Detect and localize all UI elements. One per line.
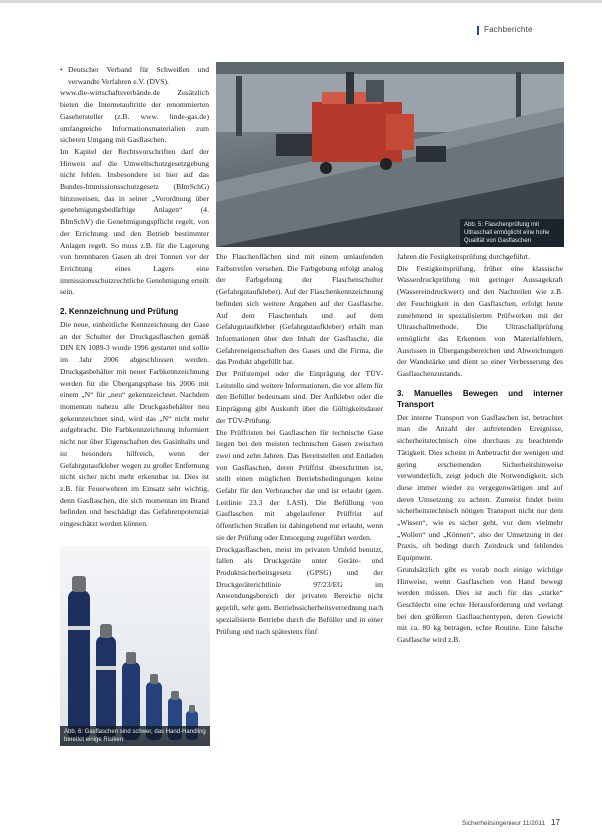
paragraph: Der Prüfstempel oder die Einprägung der TÜV-Leitstelle sind weitere Informationen, die vor allem für den Befüller bedeutsam sind. Der Aufkleber oder die Einprägung gibt Auskunft über die Gültigkeitsdauer der TÜV-Prüfung. [216,369,384,425]
paragraph: Grundsätzlich gibt es vorab noch einige wichtige Hinweise, wenn Gasflaschen von Hand bewegt werden müssen. Dies ist auch für das „starke“ Geschlecht eine echte Herausforderung und verlangt bei den größeren Gasflaschentypen, deren Gewicht mit ca. 80 kg betragen, echte Routine. Eine falsche Gasflasche wird z.B. [397,564,563,645]
paragraph: Die neue, einheitliche Kennzeichnung der Gase an der Schulter der Druckgasflaschen gemäß DIN EN 1089-3 wurde 1996 gestartet und sollte im Jahr 2006 abgeschlossen werden. Druckgasbehälter mit neuer Farbkennzeichnung werden für die Übergangsphase bis 2006 mit einem „N“ für „neu“ gekennzeichnet. Nachdem momentan nahezu alle Druckgasbehälter neu gekennzeichnet sind, wird das „N“ nicht mehr aufgebracht. Die Farbkennzeichnung informiert nicht nur über Eigenschaften des Gasinhalts und ist besonders hilfreich, wenn der Gefahrgutaufkleber wegen zu großer Entfernung nicht sicher nicht mehr erkennbar ist. Dies ist z.B. für Feuerwehren im Einsatz sehr wichtig, denn Gasflaschen, die sich momentan im Brand befinden und beschädigt das Gefahrenpotenzial eingeschätzt werden können. [60,320,209,529]
figure-caption: Abb. 5: Flaschenprüfung mit Ultraschall ermöglicht eine hohe Qualität von Gasflaschen [460,219,564,247]
page-number: 17 [551,818,560,827]
column-3 [397,251,563,646]
photo-pipe-inspection [216,62,564,247]
section-heading: 3. Manuelles Bewegen und interner Transport [397,388,563,409]
paragraph: Die Prüffristen bei Gasflaschen für technische Gase liegen bei den meisten technischen Gasen zwischen zwei und zehn Jahren. Das Bereitstellen und Entladen von Gasflaschen, deren Prüffrist überschritten ist, stellt einen möglichen Betriebsbedingungen keine Gefahr für den Verbraucher dar und ist erlaubt (gem. Leitlinie 23.3 der LASI). Die Befüllung von Gasflaschen mit abgelaufener Prüffrist auf öffentlichen Straßen ist dahingehend nur erlaubt, wenn sie der Prüfung oder Entsorgung zugeführt werden. [216,427,383,542]
figure-caption: Abb. 6: Gasflaschen sind schwer, das Hand-Handling bereitet einige Risiken [60,726,210,746]
paragraph: Druckgasflaschen, meist im privaten Umfeld benutzt, fallen als Druckgeräte unter Geräte- und Produktsicherheitsgesetz (GPSG) und der Druckgeräterichtlinie 97/23/EG im Anwendungsbereich der privaten Bereiche nicht geprüft, sehr gem. Betriebssicherheitsverordnung nach spezialisierte Betriebe durch die Befüller und in einer Prüfung und nach spätestens fünf [216,544,383,636]
paragraph: Jahren die Festigkeitsprüfung durchgeführt. [397,252,530,261]
paragraph: Im Kapitel der Rechtsvorschriften darf der Hinweis auf die Umweltschutzgesetzgebung nicht fehlen. Insbesondere ist hier auf das Bundes-Immissionsschutzgesetz (BImSchG) hinzuweisen, das in seiner „Verordnung über genehmigungsbedürftige Anlagen“ (4. BImSchV) die Genehmigungspflicht regelt, von der Errichtung und den Betrieb bestimmter Anlagen regelt. So muss z.B. für die Lagerung von brennbaren Gasen ab drei Tonnen vor der Errichtung eines Lagers eine immissionsschutzrechtliche Genehmigung erteilt sein. [60,146,209,297]
paragraph: Die Festigkeitsprüfung, früher eine klassische Wasserdruckprüfung mit geringer Aussagekraft (Wassereindruckwert) und den Nachteilen wie z.B. der Feuchtigkeit in den Gasflaschen, erfolgt heute zunehmend in spezialisierten Prüfwerken mit der Ultraschallmethode. Die Ultraschallprüfung ermöglicht das Erkennen von Materialfehlern, Ausrissen in Übergangsbereichen und Abweichungen der Wandstärke und dient so einer Verbesserung des Gasflaschenzustands. [397,263,563,379]
column-1 [60,64,209,530]
paragraph: www.die-wirtschaftsverbände.de Zusätzlich bieten die Internetauftritte der renommierten Gasehersteller (z.B. www. linde-gas.de) umfangreiche Informationsmaterialien zum sicheren Umgang mit Gasflaschen. [60,88,209,145]
section-heading: 2. Kennzeichnung und Prüfung [60,307,179,317]
paragraph: Die Flaschenflächen sind mit einem umlaufenden Farbstreifen versehen. Die Farbgebung erfolgt analog der Farbgebung der Flaschenschulter (Gefahrgutaufkleber). Auf der Flaschenkennzeichnung befinden sich weitere Angaben auf der Gasflasche. Auf dem Flaschenhals und auf dem Gefahrgutaufkleber (Gefahrgutaufkleber) erhält man Informationen über den Inhalt der Gasflasche, die Gefahreneigenschaften des Gases und die Firma, die das Produkt abgefüllt hat. [216,252,383,367]
header-rule [0,0,602,3]
photo-gas-cylinders [60,546,210,746]
column-2 [216,251,383,637]
section-title: Fachberichte [484,25,533,34]
paragraph: Der interne Transport von Gasflaschen ist, betrachtet man die Anzahl der auftretenden Ereignisse, sicherheitstechnisch eine durchaus zu beachtende Tätigkeit. Dies scheint in Anbetracht der wenigen und gering erscheinenden Sicherheitshinweise verwunderlich, zeigt jedoch die Notwendigkeit, sich diese immer wieder zu vergegenwärtigen und auf deren Umsetzung zu achten. Zumeist findet beim sicherheitstechnisch nötigen Transport nicht nur dem „Wissen“, wie es sicher geht, vor dem vielmehr „Wollen“ und „Können“, also der Umsetzung in der Praxis, oft bedingt durch Zeitdruck und fehlendes Equipment. [397,412,563,563]
bullet-item: • Deutscher Verband für Schweißen und verwandte Verfahren e.V. (DVS). [60,64,209,87]
journal-footer: Sicherheitsingenieur 11/2011 [462,820,546,827]
gas-cylinders-illustration [60,546,210,746]
